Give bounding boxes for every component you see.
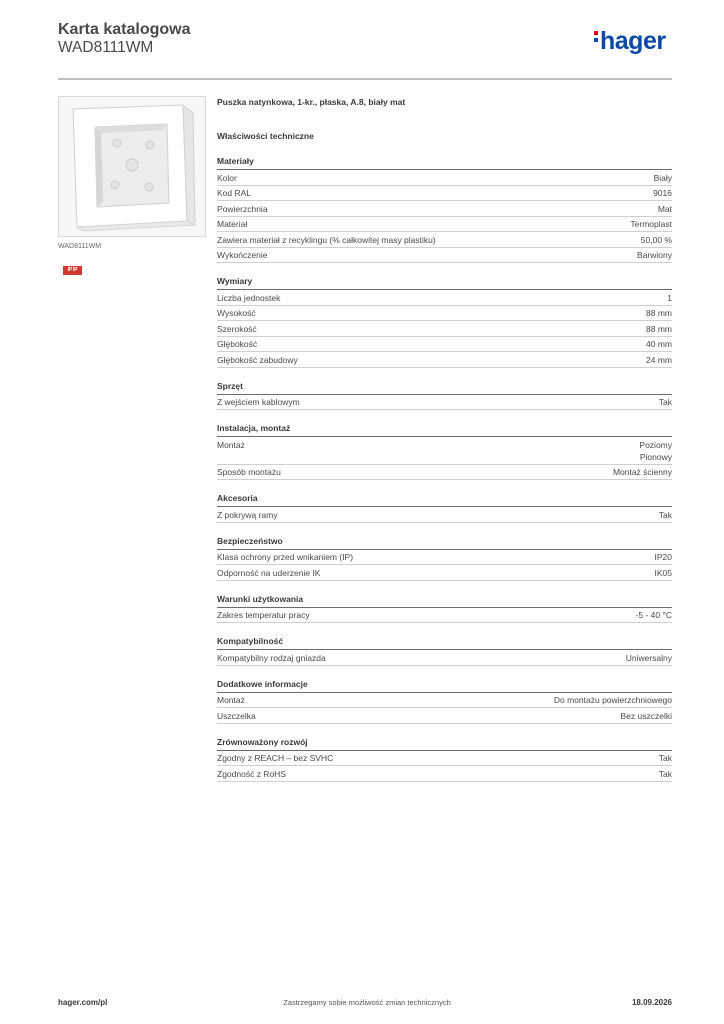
spec-value bbox=[621, 710, 673, 722]
spec-value bbox=[641, 234, 672, 246]
product-description: Puszka natynkowa, 1-kr., płaska, A.8, biały mat bbox=[217, 97, 406, 107]
spec-value-line: Tak bbox=[658, 509, 672, 520]
spec-value bbox=[667, 292, 672, 304]
spec-row bbox=[217, 290, 672, 306]
document-title: Karta katalogowa bbox=[58, 21, 191, 38]
spec-value-line: Biały bbox=[653, 172, 672, 183]
spec-section bbox=[217, 155, 672, 263]
spec-value-line: 40 mm bbox=[646, 339, 672, 349]
section-title: Materiały bbox=[217, 155, 672, 170]
spec-row bbox=[217, 321, 672, 337]
spec-label: Głębokość zabudowy bbox=[217, 354, 298, 365]
spec-value bbox=[630, 218, 672, 230]
footer-website: hager.com/pl bbox=[58, 998, 108, 1007]
spec-label: Montaż bbox=[217, 439, 245, 450]
spec-value-line: Tak bbox=[658, 397, 672, 407]
spec-row bbox=[217, 465, 672, 481]
spec-value-line: Do montażu powierzchniowego bbox=[553, 695, 672, 705]
spec-row bbox=[217, 693, 672, 709]
spec-value-line: Termoplast bbox=[630, 219, 672, 229]
spec-row bbox=[217, 248, 672, 264]
technical-properties-heading: Właściwości techniczne bbox=[217, 131, 314, 141]
spec-value bbox=[636, 609, 672, 621]
spec-section bbox=[217, 275, 672, 368]
spec-label: Zakres temperatur pracy bbox=[217, 610, 310, 620]
spec-value-line: Poziomy bbox=[639, 439, 672, 450]
spec-section bbox=[217, 492, 672, 523]
spec-label: Z pokrywą ramy bbox=[217, 509, 278, 520]
spec-value bbox=[655, 551, 673, 563]
spec-row bbox=[217, 766, 672, 782]
spec-value-line: Uniwersalny bbox=[625, 652, 672, 663]
spec-label: Sposób montażu bbox=[217, 467, 281, 477]
spec-value bbox=[659, 509, 672, 521]
spec-label: Zgodny z REACH – bez SVHC bbox=[217, 753, 334, 763]
spec-section bbox=[217, 678, 672, 724]
spec-sections bbox=[217, 155, 672, 782]
spec-value bbox=[646, 354, 672, 366]
spec-label: Szerokość bbox=[217, 323, 257, 334]
spec-value-line: IP20 bbox=[654, 552, 672, 562]
spec-label: Kolor bbox=[217, 172, 237, 183]
footer-disclaimer: Zastrzegamy sobie możliwość zmian technicznych bbox=[283, 998, 451, 1007]
image-caption: WAD8111WM bbox=[58, 243, 102, 250]
product-image bbox=[58, 96, 206, 237]
spec-value-line: 88 mm bbox=[646, 323, 672, 334]
spec-label: Kompatybilny rodzaj gniazda bbox=[217, 652, 326, 663]
section-title: Sprzęt bbox=[217, 380, 672, 395]
spec-row bbox=[217, 201, 672, 217]
section-title: Bezpieczeństwo bbox=[217, 535, 672, 550]
spec-row bbox=[217, 352, 672, 368]
surface-box-icon bbox=[59, 97, 205, 236]
section-title: Zrównoważony rozwój bbox=[217, 736, 672, 751]
spec-value-line: Mat bbox=[657, 203, 672, 214]
spec-section bbox=[217, 736, 672, 782]
section-title: Instalacja, montaż bbox=[217, 422, 672, 437]
section-title: Wymiary bbox=[217, 275, 672, 290]
spec-value bbox=[646, 323, 672, 335]
spec-value-line: -5 - 40 °C bbox=[635, 610, 672, 620]
spec-value bbox=[659, 768, 672, 780]
spec-value bbox=[654, 172, 672, 184]
spec-label: Zgodność z RoHS bbox=[217, 768, 286, 779]
spec-row bbox=[217, 565, 672, 581]
spec-label: Montaż bbox=[217, 695, 245, 705]
spec-value-line: Tak bbox=[658, 753, 672, 763]
spec-section bbox=[217, 593, 672, 624]
spec-row bbox=[217, 170, 672, 186]
spec-value bbox=[646, 307, 672, 319]
spec-value bbox=[639, 439, 672, 463]
spec-section bbox=[217, 535, 672, 581]
spec-label: Wysokość bbox=[217, 308, 256, 318]
spec-value bbox=[659, 752, 672, 764]
spec-label: Kod RAL bbox=[217, 188, 252, 198]
section-title: Dodatkowe informacje bbox=[217, 678, 672, 693]
spec-value bbox=[653, 187, 672, 199]
spec-value bbox=[659, 396, 672, 408]
ip-rating-badge: IP IP bbox=[63, 266, 82, 275]
spec-row bbox=[217, 186, 672, 202]
spec-row bbox=[217, 217, 672, 233]
spec-value-line: 24 mm bbox=[646, 354, 672, 365]
spec-value-line: 9016 bbox=[653, 188, 672, 198]
spec-label: Wykończenie bbox=[217, 250, 268, 260]
spec-section bbox=[217, 635, 672, 666]
spec-value-line: 50,00 % bbox=[640, 234, 672, 245]
section-title: Akcesoria bbox=[217, 492, 672, 507]
spec-value bbox=[655, 567, 673, 579]
spec-label: Zawiera materiał z recyklingu (% całkowitej masy plastiku) bbox=[217, 234, 436, 245]
spec-value-line: 88 mm bbox=[646, 308, 672, 318]
spec-label: Uszczelka bbox=[217, 710, 256, 721]
spec-row bbox=[217, 550, 672, 566]
spec-value-line: Pionowy bbox=[639, 451, 672, 462]
spec-value bbox=[637, 249, 672, 261]
spec-label: Powierzchnia bbox=[217, 203, 268, 214]
spec-label: Z wejściem kablowym bbox=[217, 397, 300, 407]
spec-value bbox=[626, 652, 672, 664]
spec-row bbox=[217, 437, 672, 465]
header-rule bbox=[58, 78, 672, 80]
logo-text: hager bbox=[600, 27, 666, 55]
spec-value-line: 1 bbox=[667, 292, 672, 303]
specifications bbox=[217, 95, 672, 782]
spec-value-line: Bez uszczelki bbox=[620, 710, 672, 721]
spec-value-line: Montaż ścienny bbox=[612, 467, 672, 477]
spec-value-line: Tak bbox=[658, 768, 672, 779]
spec-value-line: IK05 bbox=[654, 567, 672, 578]
spec-row bbox=[217, 751, 672, 767]
spec-row bbox=[217, 395, 672, 411]
spec-row bbox=[217, 232, 672, 248]
hager-logo bbox=[594, 29, 666, 54]
spec-label: Klasa ochrony przed wnikaniem (IP) bbox=[217, 552, 354, 562]
spec-value bbox=[658, 203, 672, 215]
spec-row bbox=[217, 650, 672, 666]
section-title: Kompatybilność bbox=[217, 635, 672, 650]
spec-section bbox=[217, 422, 672, 480]
section-title: Warunki użytkowania bbox=[217, 593, 672, 608]
spec-value bbox=[554, 694, 672, 706]
spec-label: Materiał bbox=[217, 219, 248, 229]
spec-section bbox=[217, 380, 672, 411]
spec-row bbox=[217, 708, 672, 724]
spec-label: Liczba jednostek bbox=[217, 292, 281, 303]
spec-row bbox=[217, 507, 672, 523]
spec-row bbox=[217, 306, 672, 322]
spec-value bbox=[613, 466, 672, 478]
spec-row bbox=[217, 337, 672, 353]
footer-date: 18.09.2026 bbox=[631, 998, 672, 1007]
spec-value bbox=[646, 338, 672, 350]
spec-row bbox=[217, 608, 672, 624]
spec-label: Odporność na uderzenie IK bbox=[217, 567, 321, 578]
spec-value-line: Barwiony bbox=[637, 250, 672, 260]
product-code: WAD8111WM bbox=[58, 39, 154, 56]
spec-label: Głębokość bbox=[217, 339, 258, 349]
logo-dots-icon bbox=[594, 31, 598, 45]
